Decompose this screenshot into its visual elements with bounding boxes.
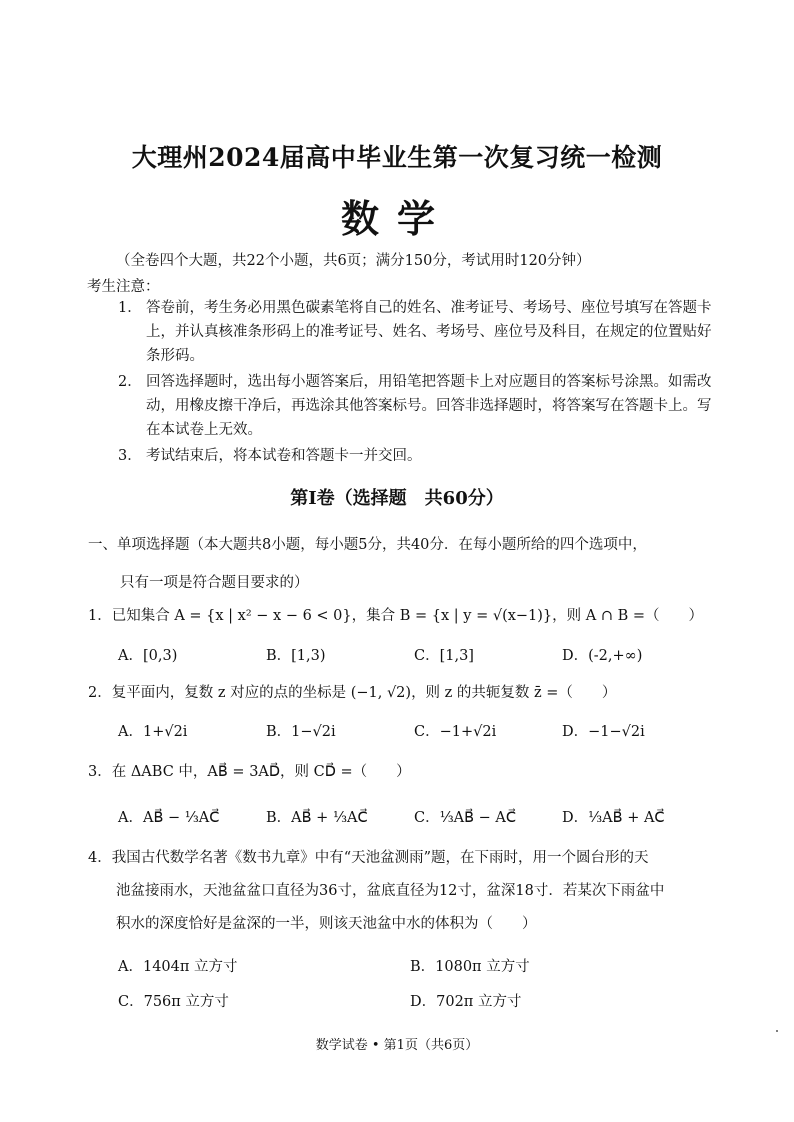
- option-a: A．1+√2i: [118, 724, 188, 740]
- question-4: [88, 842, 708, 941]
- notice-heading: 考生注意：: [87, 279, 160, 295]
- option-b: B．[1,3): [266, 648, 326, 664]
- option-a: A．1404π 立方寸: [118, 959, 238, 975]
- section-line: 一、单项选择题（本大题共8小题，每小题5分，共40分．在每小题所给的四个选项中，: [88, 537, 647, 553]
- option-a: A．[0,3): [118, 648, 178, 664]
- section-line: 只有一项是符合题目要求的）: [120, 575, 309, 591]
- option-d: D．(-2,+∞): [562, 648, 643, 664]
- notice-item: [118, 296, 718, 368]
- notice-number: 2．: [118, 374, 142, 390]
- option-b: B．1080π 立方寸: [410, 959, 530, 975]
- notice-text: 考试结束后，将本试卷和答题卡一并交回。: [146, 448, 422, 464]
- option-d: D．−1−√2i: [562, 724, 645, 740]
- question-stem: 3．在 ΔABC 中，AB⃗ = 3AD⃗，则 CD⃗ =（ ）: [88, 764, 411, 780]
- question-stem: 2．复平面内，复数 z 对应的点的坐标是 (−1, √2)，则 z 的共轭复数 z̄ =（ ）: [88, 685, 617, 701]
- notice-text: 回答选择题时，选出每小题答案后，用铅笔把答题卡上对应题目的答案标号涂黑。如需改动，用橡皮擦干净后，再选涂其他答案标号。回答非选择题时，将答案写在答题卡上。写在本试卷上无效。: [146, 374, 712, 438]
- option-c: C．−1+√2i: [414, 724, 497, 740]
- part-heading: 第Ⅰ卷（选择题 共60分）: [290, 488, 504, 509]
- question-2: [88, 681, 708, 702]
- option-d: D．⅓AB⃗ + AC⃗: [562, 810, 665, 826]
- option-b: B．AB⃗ + ⅓AC⃗: [266, 810, 368, 826]
- notice-item: [118, 444, 718, 468]
- notice-text: 答卷前，考生务必用黑色碳素笔将自己的姓名、准考证号、考场号、座位号填写在答题卡上，并认真核准条形码上的准考证号、姓名、考场号、座位号及科目，在规定的位置贴好条形码。: [146, 300, 712, 364]
- question-stem-line: 4．我国古代数学名著《数书九章》中有“天池盆测雨”题，在下雨时，用一个圆台形的天: [88, 850, 649, 866]
- question-stem-line: 池盆接雨水，天池盆盆口直径为36寸，盆底直径为12寸，盆深18寸．若某次下雨盆中: [116, 883, 665, 899]
- scan-speck: [776, 1030, 778, 1032]
- question-stem-line: 积水的深度恰好是盆深的一半，则该天池盆中水的体积为（ ）: [116, 916, 537, 932]
- question-3: [88, 760, 708, 781]
- option-d: D．702π 立方寸: [410, 994, 522, 1010]
- option-b: B．1−√2i: [266, 724, 336, 740]
- notice-number: 1．: [118, 300, 142, 316]
- option-c: C．⅓AB⃗ − AC⃗: [414, 810, 517, 826]
- option-c: C．[1,3]: [414, 648, 474, 664]
- subject-title: 数学: [340, 196, 453, 241]
- page-footer: 数学试卷 • 第1页（共6页）: [315, 1038, 479, 1053]
- notice-item: [118, 370, 718, 442]
- exam-info: （全卷四个大题，共22个小题，共6页；满分150分，考试用时120分钟）: [116, 253, 591, 269]
- question-3-options: [118, 806, 718, 827]
- option-a: A．AB⃗ − ⅓AC⃗: [118, 810, 220, 826]
- section-heading: [88, 526, 708, 602]
- option-c: C．756π 立方寸: [118, 994, 229, 1010]
- question-stem: 1．已知集合 A = {x | x² − x − 6 < 0}，集合 B = {x | y = √(x−1)}，则 A ∩ B =（ ）: [88, 608, 704, 624]
- notice-number: 3．: [118, 448, 142, 464]
- question-2-options: [118, 720, 718, 741]
- question-1: [88, 604, 708, 625]
- question-1-options: [118, 644, 718, 665]
- exam-title: 大理州2024届高中毕业生第一次复习统一检测: [131, 143, 663, 172]
- notice-list: [118, 296, 718, 470]
